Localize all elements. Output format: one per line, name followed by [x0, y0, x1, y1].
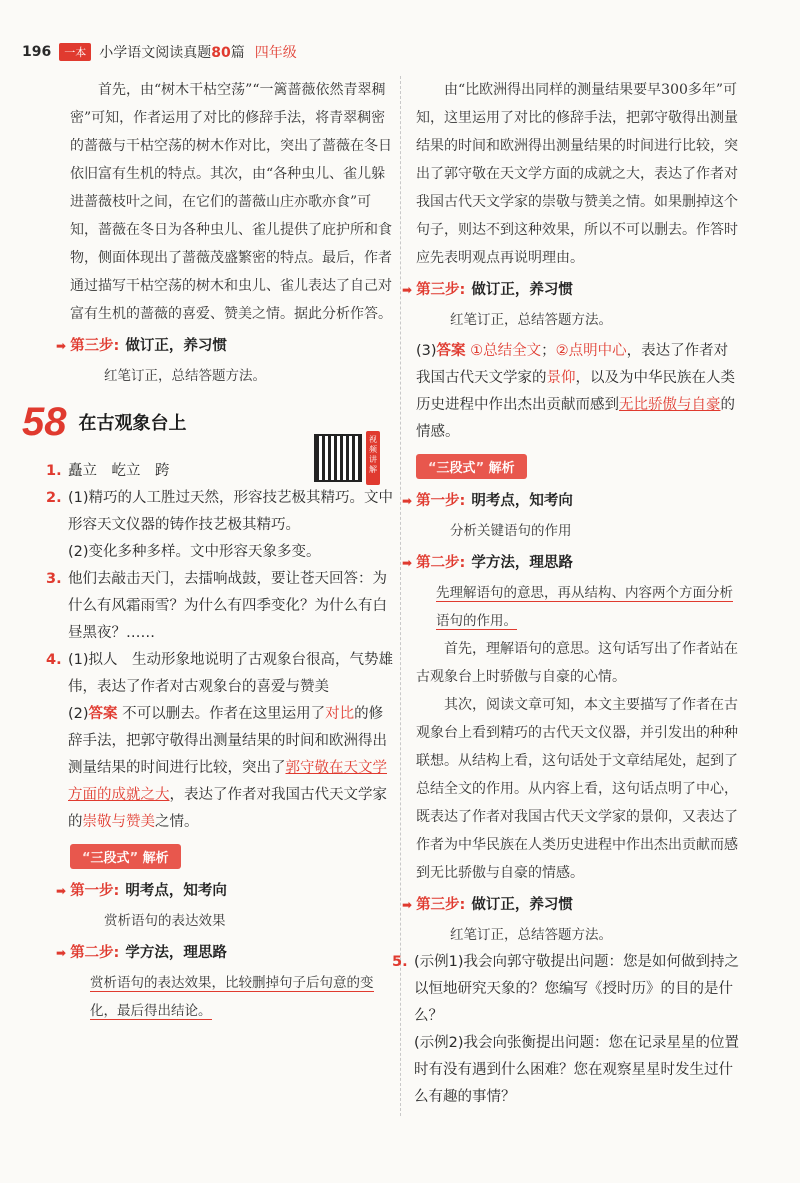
step-two-heading: ➡ 第二步: 学方法，理思路	[56, 939, 396, 967]
right-paragraph-2: 首先，理解语句的意思。这句话写出了作者站在古观象台上时骄傲与自豪的心情。	[416, 641, 738, 685]
left-column	[22, 76, 396, 1025]
step-three-heading: ➡ 第三步: 做订正，养习惯	[402, 891, 740, 919]
video-tag[interactable]: 视频讲解	[366, 431, 380, 485]
lesson-number: 58	[22, 399, 67, 444]
step-three-desc: 红笔订正，总结答题方法。	[104, 368, 266, 384]
three-part-analysis-badge: “三段式” 解析	[416, 454, 527, 479]
question-4-answer: (2)答案 不可以删去。作者在这里运用了对比的修辞手法，把郭守敬得出测量结果的时间和欧洲得出测量结果的时间进行比较，突出了郭守敬在天文学方面的成就之大，表达了作者对我国古代天文学家的崇敬与赞美之情。	[68, 706, 387, 830]
question-2: 2. (1)精巧的人工胜过天然，形容技艺极其精巧。文中形容天文仪器的铸作技艺极其精巧。 (2)变化多种多样。文中形容天象多变。	[46, 490, 394, 560]
arrow-icon: ➡	[402, 283, 413, 297]
qr-code-icon[interactable]	[314, 434, 362, 482]
lesson-title: 在古观象台上	[78, 413, 187, 434]
step-three-desc: 红笔订正，总结答题方法。	[450, 927, 612, 943]
page-number: 196	[22, 44, 52, 60]
right-paragraph-1: 由“比欧洲得出同样的测量结果要早300多年”可知，这里运用了对比的修辞手法，把郭守敬得出测量结果的时间和欧洲得出测量结果的时间进行比较，突出了郭守敬在天文学方面的成就之大，表达了作者对我国古代天文学家的崇敬与赞美之情。如果删掉这个句子，则达不到这种效果，所以不可以删去。作答时应先表明观点再说明理由。	[416, 82, 738, 266]
intro-paragraph: 首先，由“树木干枯空荡”“一篱蔷薇依然青翠稠密”可知，作者运用了对比的修辞手法，将青翠稠密的蔷薇与干枯空荡的树木作对比，突出了蔷薇在冬日依旧富有生机的特点。其次，由“各种虫儿、雀儿躲进蔷薇枝叶之间，在它们的蔷薇山庄亦歌亦食”可知，蔷薇在冬日为各种虫儿、雀儿提供了庇护所和食物，侧面体现出了蔷薇茂盛繁密的特点。最后，作者通过描写干枯空荡的树木和虫儿、雀儿表达了自己对富有生机的蔷薇的喜爱、赞美之情。据此分析作答。	[70, 82, 392, 322]
step-three-desc: 红笔订正，总结答题方法。	[450, 312, 612, 328]
brand-logo: 一本	[59, 43, 91, 61]
step-two-desc: 赏析语句的表达效果，比较删掉句子后句意的变化，最后得出结论。	[90, 975, 374, 1019]
step-two-desc: 先理解语句的意思，再从结构、内容两个方面分析语句的作用。	[436, 585, 733, 629]
arrow-icon: ➡	[56, 946, 67, 960]
right-paragraph-3: 其次，阅读文章可知，本文主要描写了作者在古观象台上看到精巧的古代天文仪器，并引发出的种种联想。从结构上看，这句话处于文章结尾处，起到了总结全文的作用。从内容上看，这句话点明了中心，既表达了作者对我国古代天文学家的景仰，又表达了作者为中华民族在人类历史进程中作出杰出贡献而感到无比骄傲与自豪的情感。	[416, 697, 738, 881]
question-4-3-answer: (3)答案 ①总结全文；②点明中心，表达了作者对我国古代天文学家的景仰，以及为中华民族在人类历史进程中作出杰出贡献而感到无比骄傲与自豪的情感。	[416, 343, 735, 440]
step-one-desc: 赏析语句的表达效果	[104, 913, 226, 929]
grade-label: 四年级	[254, 45, 297, 61]
step-three-heading: ➡ 第三步: 做订正，养习惯	[56, 332, 396, 360]
question-5: 5. (示例1)我会向郭守敬提出问题：您是如何做到持之以恒地研究天象的？您编写《授时历》的目的是什么？ (示例2)我会向张衡提出问题：您在记录星星的位置时有没有遇到什么困难？您在观察星星时发生过什么有趣的事情？	[392, 954, 740, 1105]
step-one-heading: ➡ 第一步: 明考点，知考向	[402, 487, 740, 515]
step-one-desc: 分析关键语句的作用	[450, 523, 572, 539]
arrow-icon: ➡	[402, 556, 413, 570]
step-one-heading: ➡ 第一步: 明考点，知考向	[56, 877, 396, 905]
arrow-icon: ➡	[402, 494, 413, 508]
page-header	[22, 40, 297, 64]
question-1: 1. 矗立 屹立 跨	[46, 463, 170, 479]
three-part-analysis-badge: “三段式” 解析	[70, 844, 181, 869]
book-title: 小学语文阅读真题80篇	[99, 45, 245, 61]
arrow-icon: ➡	[402, 898, 413, 912]
right-column	[392, 76, 740, 1111]
arrow-icon: ➡	[56, 339, 67, 353]
step-two-heading: ➡ 第二步: 学方法，理思路	[402, 549, 740, 577]
question-4: 4. (1)拟人 生动形象地说明了古观象台很高，气势雄伟，表达了作者对古观象台的喜爱与赞美 (2)答案 不可以删去。作者在这里运用了对比的修辞手法，把郭守敬得出测量结果的时间和欧洲得出测量结果的时间进行比较，突出了郭守敬在天文学方面的成就之大，表达了作者对我国古代天文学家的崇敬与赞美之情。	[46, 647, 396, 836]
arrow-icon: ➡	[56, 884, 67, 898]
question-3: 3. 他们去敲击天门，去擂响战鼓，要让苍天回答：为什么有风霜雨雪？为什么有四季变化？为什么有白昼黑夜？……	[46, 571, 387, 641]
step-three-heading: ➡ 第三步: 做订正，养习惯	[402, 276, 740, 304]
